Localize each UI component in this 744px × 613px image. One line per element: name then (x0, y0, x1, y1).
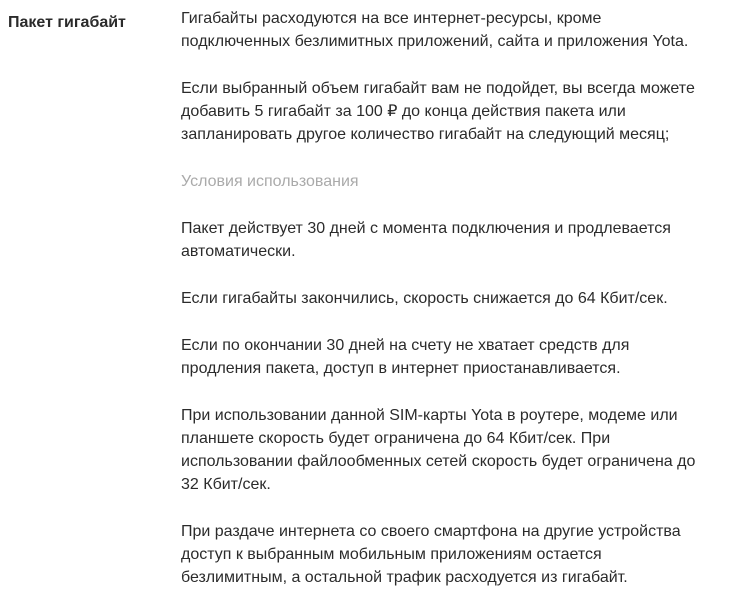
terms-subheading: Условия использования (181, 173, 359, 190)
paragraph-tethering: При раздаче интернета со своего смартфона на другие устройства доступ к выбранным мобильным приложениям остается безлимитным, а остальной трафик расходуется из гигабайт. (181, 523, 681, 586)
section-title: Пакет гигабайт (8, 14, 126, 31)
paragraph-sim-usage-limits: При использовании данной SIM-карты Yota в роутере, модеме или планшете скорость будет ограничена до 64 Кбит/сек. При использовании файлообменных сетей скорость будет ограничена до 32 Кбит/сек. (181, 407, 696, 493)
paragraph-add-gigabytes: Если выбранный объем гигабайт вам не подойдет, вы всегда можете добавить 5 гигабайт за 100 ₽ до конца действия пакета или запланировать другое количество гигабайт на следующий месяц; (181, 80, 695, 143)
paragraph-gigabytes-usage: Гигабайты расходуются на все интернет-ресурсы, кроме подключенных безлимитных приложений, сайта и приложения Yota. (181, 10, 689, 50)
section-content-column (181, 0, 701, 613)
paragraph-insufficient-funds: Если по окончании 30 дней на счету не хватает средств для продления пакета, доступ в интернет приостанавливается. (181, 337, 630, 377)
paragraph-speed-reduction: Если гигабайты закончились, скорость снижается до 64 Кбит/сек. (181, 290, 668, 307)
paragraph-package-duration: Пакет действует 30 дней с момента подключения и продлевается автоматически. (181, 220, 671, 260)
section-label-column (0, 0, 181, 33)
